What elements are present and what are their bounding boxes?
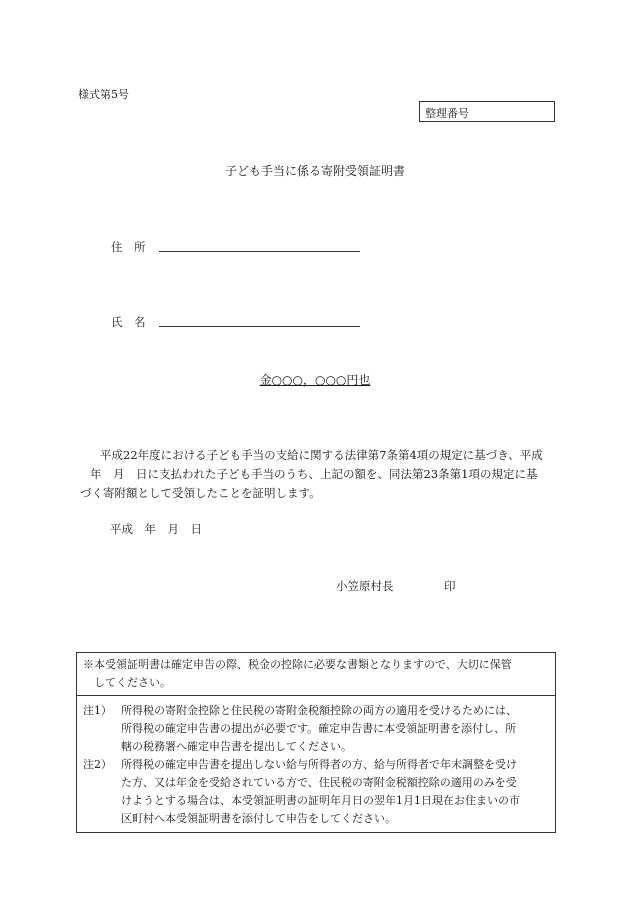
issuer-name: 小笠原村長 (336, 579, 394, 593)
body-line-1: 平成22年度における子ども手当の支給に関する法律第7条第4項の規定に基づき、平成 (100, 448, 543, 462)
note-line: 所得税の寄附金控除と住民税の寄附金税額控除の両方の適用を受けるためには、 (121, 704, 517, 717)
reference-number-box (419, 101, 555, 122)
name-underline (159, 326, 360, 327)
note-item (77, 699, 555, 756)
certification-date: 平成 年 月 日 (110, 522, 202, 536)
donation-amount-text: 金○○○，○○○円也 (259, 373, 371, 387)
note-line: た方、又は年金を受給されている方で、住民税の寄附金税額控除の適用のみを受 (121, 776, 517, 789)
certification-body (80, 446, 550, 503)
donation-amount (0, 371, 630, 388)
address-underline (159, 251, 360, 252)
note-item (77, 756, 555, 828)
notes-header-line-2: してください。 (94, 676, 171, 689)
body-line-2: 年 月 日に支払われた子ども手当のうち、上記の額を、同法第23条第1項の規定に基 (90, 467, 538, 481)
name-label: 氏 名 (111, 315, 146, 329)
note-label: 注1） (83, 704, 112, 717)
note-text (121, 702, 549, 756)
note-line: 轄の税務署へ確定申告書を提出してください。 (121, 740, 352, 753)
note-line: 区町村へ本受領証明書を添付して申告をしてください。 (121, 812, 396, 825)
notes-box (76, 652, 556, 833)
document-title: 子ども手当に係る寄附受領証明書 (224, 164, 405, 178)
seal-mark: 印 (444, 579, 456, 593)
notes-header-line-1: ※本受領証明書は確定申告の際、税金の控除に必要な書類となりますので、大切に保管 (83, 658, 512, 671)
note-line: 所得税の確定申告書の提出が必要です。確定申告書に本受領証明書を添付し、所 (121, 722, 517, 735)
note-line: けようとする場合は、本受領証明書の証明年月日の翌年1月1日現在お住まいの市 (121, 794, 520, 807)
note-label: 注2） (83, 758, 112, 771)
notes-list (77, 696, 555, 832)
reference-number-label: 整理番号 (425, 107, 469, 120)
notes-header (77, 653, 555, 696)
note-line: 所得税の確定申告書を提出しない給与所得者の方、給与所得者で年末調整を受け (121, 758, 517, 771)
form-number: 様式第5号 (78, 88, 129, 101)
body-line-3: づく寄附額として受領したことを証明します。 (80, 486, 321, 500)
address-label: 住 所 (111, 240, 146, 254)
note-text (121, 756, 549, 828)
